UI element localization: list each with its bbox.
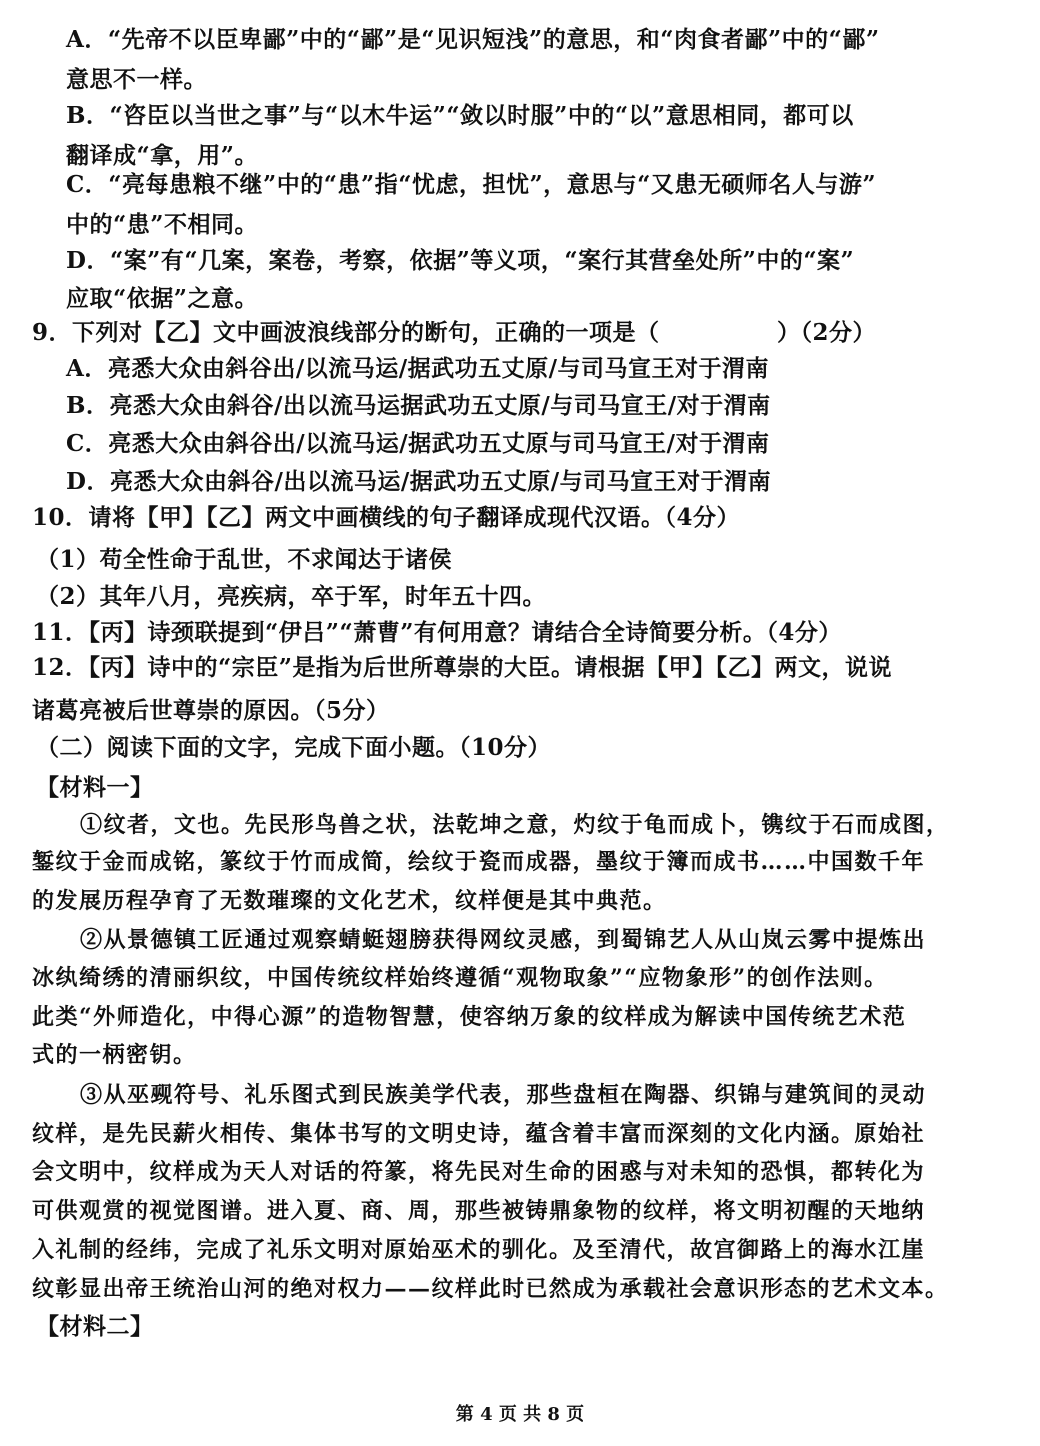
q8-option-c-line2: 中的“患”不相同。 [66, 211, 258, 238]
q11-stem: 11．【丙】诗颈联提到“伊吕”“萧曹”有何用意？请结合全诗简要分析。（4分） [32, 619, 842, 646]
q12-stem-line1: 12．【丙】诗中的“宗臣”是指为后世所尊崇的大臣。请根据【甲】【乙】两文，说说 [32, 654, 892, 681]
q8-option-d-line1: D．“案”有“几案，案卷，考察，依据”等义项，“案行其营垒处所”中的“案” [66, 247, 855, 274]
material-1-p3-line4: 可供观赏的视觉图谱。进入夏、商、周，那些被铸鼎象物的纹样，将文明初醒的天地纳 [32, 1198, 926, 1224]
material-1-p2-line2: 冰纨绮绣的清丽织纹，中国传统纹样始终遵循“观物取象”“应物象形”的创作法则。 [32, 965, 888, 991]
q10-sentence-2: （2）其年八月，亮疾病，卒于军，时年五十四。 [36, 583, 547, 610]
q8-option-a-line1: A．“先帝不以臣卑鄙”中的“鄙”是“见识短浅”的意思，和“肉食者鄙”中的“鄙” [66, 26, 880, 53]
q9-option-a: A．亮悉大众由斜谷出/以流马运/据武功五丈原/与司马宣王对于渭南 [66, 355, 770, 382]
page-number-footer: 第 4 页 共 8 页 [455, 1404, 585, 1425]
q9-option-b: B．亮悉大众由斜谷/出以流马运据武功五丈原/与司马宣王/对于渭南 [66, 392, 771, 419]
q8-option-b-line1: B．“咨臣以当世之事”与“以木牛运”“敛以时服”中的“以”意思相同，都可以 [66, 102, 854, 129]
q9-option-d: D．亮悉大众由斜谷/出以流马运/据武功五丈原/与司马宣王对于渭南 [66, 468, 772, 495]
material-2-title: 【材料二】 [36, 1313, 154, 1340]
material-1-p3-line1: ③从巫觋符号、礼乐图式到民族美学代表，那些盘桓在陶器、织锦与建筑间的灵动 [80, 1082, 927, 1108]
material-1-p1-line2: 錾纹于金而成铭，篆纹于竹而成简，绘纹于瓷而成器，墨纹于簿而成书……中国数千年 [32, 849, 926, 875]
material-1-p3-line3: 会文明中，纹样成为天人对话的符篆，将先民对生命的困惑与对未知的恐惧，都转化为 [32, 1159, 926, 1185]
q8-option-d-line2: 应取“依据”之意。 [66, 285, 258, 312]
material-1-p1-line3: 的发展历程孕育了无数璀璨的文化艺术，纹样便是其中典范。 [32, 888, 667, 914]
q8-option-b-line2: 翻译成“拿，用”。 [66, 142, 258, 169]
material-1-p2-line1: ②从景德镇工匠通过观察蜻蜓翅膀获得网纹灵感，到蜀锦艺人从山岚云雾中提炼出 [80, 927, 927, 953]
material-1-p2-line4: 式的一柄密钥。 [32, 1042, 197, 1068]
q8-option-c-line1: C．“亮每患粮不继”中的“患”指“忧虑，担忧”，意思与“又患无硕师名人与游” [66, 171, 877, 198]
q9-stem: 9．下列对【乙】文中画波浪线部分的断句，正确的一项是（ ）（2分） [32, 319, 877, 346]
q9-option-c: C．亮悉大众由斜谷出/以流马运/据武功五丈原与司马宣王/对于渭南 [66, 430, 770, 457]
q10-sentence-1: （1）苟全性命于乱世，不求闻达于诸侯 [36, 546, 453, 573]
material-1-p1-line1: ①纹者，文也。先民形鸟兽之状，法乾坤之意，灼纹于龟而成卜，镌纹于石而成图， [80, 812, 950, 838]
material-1-p3-line6: 纹彰显出帝王统治山河的绝对权力——纹样此时已然成为承载社会意识形态的艺术文本。 [32, 1276, 949, 1302]
material-1-p3-line5: 入礼制的经纬，完成了礼乐文明对原始巫术的驯化。及至清代，故宫御路上的海水江崖 [32, 1237, 926, 1263]
q10-stem: 10．请将【甲】【乙】两文中画横线的句子翻译成现代汉语。（4分） [32, 504, 741, 531]
material-1-title: 【材料一】 [36, 774, 154, 801]
material-1-p3-line2: 纹样，是先民薪火相传、集体书写的文明史诗，蕴含着丰富而深刻的文化内涵。原始社 [32, 1121, 926, 1147]
material-1-p2-line3: 此类“外师造化，中得心源”的造物智慧，使容纳万象的纹样成为解读中国传统艺术范 [32, 1004, 907, 1030]
q8-option-a-line2: 意思不一样。 [66, 66, 207, 93]
q12-stem-line2: 诸葛亮被后世尊崇的原因。（5分） [32, 697, 390, 724]
section-2-heading: （二）阅读下面的文字，完成下面小题。（10分） [36, 734, 552, 761]
